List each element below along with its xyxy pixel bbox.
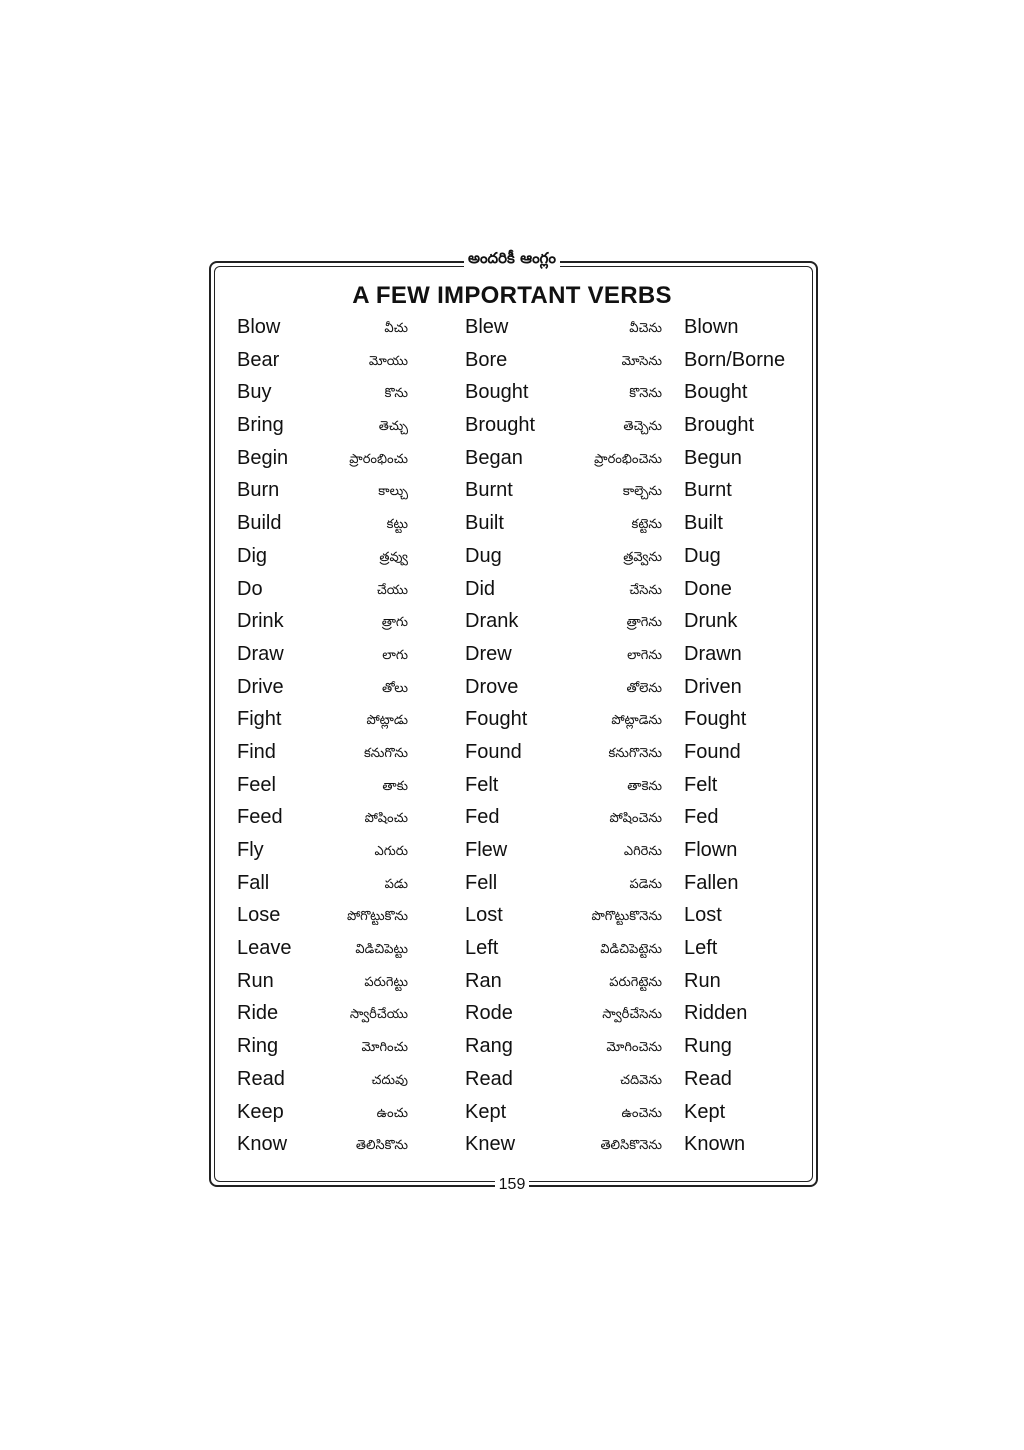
past-participle: Dug bbox=[684, 544, 721, 567]
verb-row bbox=[0, 868, 1024, 901]
past-form-telugu: కొనెను bbox=[629, 386, 662, 402]
past-form: Knew bbox=[465, 1133, 516, 1156]
verb-row bbox=[0, 704, 1024, 737]
base-form-telugu: తెలిసికొను bbox=[355, 1138, 408, 1154]
verb-row bbox=[0, 1129, 1024, 1162]
past-participle: Found bbox=[684, 740, 741, 763]
base-form-telugu: చదువు bbox=[371, 1072, 408, 1088]
base-form-telugu: ఉంచు bbox=[376, 1105, 408, 1121]
verb-row bbox=[0, 900, 1024, 933]
base-form: Blow bbox=[237, 316, 281, 338]
past-participle: Kept bbox=[684, 1100, 726, 1123]
past-form-telugu: స్వారీచేసెను bbox=[602, 1007, 662, 1023]
base-form: Build bbox=[237, 512, 282, 535]
verb-row bbox=[0, 606, 1024, 639]
past-participle: Driven bbox=[684, 675, 742, 698]
page-footer bbox=[0, 1176, 1024, 1194]
past-form: Fell bbox=[465, 871, 498, 894]
base-form: Buy bbox=[237, 381, 272, 404]
past-form-telugu: ఉంచెను bbox=[621, 1105, 662, 1121]
verb-row bbox=[0, 541, 1024, 574]
base-form-telugu: పోగొట్టుకొను bbox=[346, 909, 408, 925]
past-form-telugu: చేసెను bbox=[629, 582, 662, 598]
base-form-telugu: పోట్లాడు bbox=[366, 713, 408, 729]
base-form-telugu: లాగు bbox=[382, 647, 408, 663]
past-form: Dug bbox=[465, 544, 502, 567]
past-form: Bore bbox=[465, 348, 508, 371]
past-participle: Read bbox=[684, 1067, 732, 1090]
base-form: Draw bbox=[237, 642, 284, 665]
base-form: Lose bbox=[237, 904, 281, 927]
past-participle: Left bbox=[684, 937, 718, 960]
past-form: Did bbox=[465, 577, 496, 600]
past-participle: Lost bbox=[684, 904, 722, 927]
verb-row bbox=[0, 737, 1024, 770]
verb-row bbox=[0, 475, 1024, 508]
base-form-telugu: మోయు bbox=[368, 353, 408, 369]
past-form: Bought bbox=[465, 381, 529, 404]
base-form: Know bbox=[237, 1133, 288, 1156]
base-form-telugu: పరుగెట్టు bbox=[364, 974, 408, 990]
past-participle: Done bbox=[684, 577, 732, 600]
base-form-telugu: తెచ్చు bbox=[378, 419, 408, 435]
base-form: Read bbox=[237, 1067, 285, 1090]
past-form: Left bbox=[465, 937, 499, 960]
past-participle: Drunk bbox=[684, 610, 738, 633]
past-participle: Ridden bbox=[684, 1002, 748, 1025]
verb-row bbox=[0, 1064, 1024, 1097]
base-form-telugu: పడు bbox=[384, 876, 408, 892]
past-form: Found bbox=[465, 740, 522, 763]
verb-row bbox=[0, 508, 1024, 541]
past-form: Rode bbox=[465, 1002, 513, 1025]
verb-row bbox=[0, 802, 1024, 835]
past-form: Blew bbox=[465, 316, 509, 338]
verb-row bbox=[0, 835, 1024, 868]
past-form-telugu: తెచ్చెను bbox=[623, 419, 662, 435]
past-form-telugu: తాకెను bbox=[627, 778, 662, 794]
verb-row bbox=[0, 1097, 1024, 1130]
base-form-telugu: వీచు bbox=[384, 321, 408, 336]
verb-row bbox=[0, 410, 1024, 443]
past-form-telugu: కనుగొనెను bbox=[608, 745, 662, 761]
base-form: Fall bbox=[237, 871, 270, 894]
past-form: Lost bbox=[465, 904, 503, 927]
base-form-telugu: కనుగొను bbox=[363, 745, 408, 761]
base-form: Feed bbox=[237, 806, 283, 829]
past-form: Began bbox=[465, 446, 523, 469]
past-form-telugu: కాల్చెను bbox=[622, 484, 662, 500]
past-form-telugu: మోగించెను bbox=[606, 1040, 662, 1056]
base-form: Dig bbox=[237, 544, 268, 567]
book-title: అందరికీ ఆంగ్లం bbox=[464, 249, 560, 267]
past-form: Kept bbox=[465, 1100, 507, 1123]
base-form-telugu: త్రవ్వు bbox=[379, 549, 408, 565]
past-form: Fed bbox=[465, 806, 500, 829]
past-participle: Run bbox=[684, 969, 721, 992]
past-form-telugu: త్రవ్వెను bbox=[623, 549, 662, 565]
verb-row bbox=[0, 574, 1024, 607]
past-form: Flew bbox=[465, 839, 508, 861]
base-form: Find bbox=[237, 740, 276, 763]
page-number: 159 bbox=[495, 1176, 530, 1193]
past-form-telugu: పోషించెను bbox=[609, 811, 662, 827]
base-form-telugu: స్వారీచేయు bbox=[349, 1007, 408, 1023]
base-form-telugu: ఎగురు bbox=[374, 844, 408, 859]
base-form: Drink bbox=[237, 610, 284, 633]
past-participle: Built bbox=[684, 512, 723, 535]
past-form: Ran bbox=[465, 969, 502, 992]
verb-row bbox=[0, 312, 1024, 345]
past-participle: Fallen bbox=[684, 871, 739, 894]
past-participle: Known bbox=[684, 1133, 746, 1156]
past-form: Drew bbox=[465, 642, 512, 665]
base-form: Do bbox=[237, 577, 263, 600]
base-form: Fight bbox=[237, 708, 282, 731]
verb-row bbox=[0, 1031, 1024, 1064]
past-form-telugu: ఎగిరెను bbox=[623, 844, 662, 859]
past-form: Brought bbox=[465, 414, 536, 437]
past-form: Built bbox=[465, 512, 504, 535]
verb-row bbox=[0, 770, 1024, 803]
base-form: Burn bbox=[237, 479, 280, 502]
base-form: Begin bbox=[237, 446, 289, 469]
base-form: Fly bbox=[237, 839, 264, 861]
past-form-telugu: ప్రారంభించెను bbox=[594, 451, 662, 467]
past-form: Rang bbox=[465, 1035, 513, 1058]
base-form-telugu: కొను bbox=[384, 386, 408, 402]
past-form: Fought bbox=[465, 708, 528, 731]
past-form: Felt bbox=[465, 773, 499, 796]
base-form: Run bbox=[237, 969, 274, 992]
base-form: Bring bbox=[237, 414, 284, 437]
past-form-telugu: వీచెను bbox=[629, 321, 662, 336]
verb-row bbox=[0, 933, 1024, 966]
base-form-telugu: కాల్చు bbox=[378, 484, 408, 500]
verb-row bbox=[0, 966, 1024, 999]
base-form: Bear bbox=[237, 348, 280, 371]
past-participle: Brought bbox=[684, 414, 755, 437]
page-title: A FEW IMPORTANT VERBS bbox=[352, 282, 672, 309]
past-form-telugu: విడిచిపెట్టెను bbox=[600, 942, 662, 958]
past-form-telugu: కట్టెను bbox=[631, 517, 662, 533]
past-participle: Blown bbox=[684, 316, 739, 338]
past-participle: Fought bbox=[684, 708, 747, 731]
base-form-telugu: తోలు bbox=[382, 680, 408, 696]
past-form-telugu: మోసెను bbox=[621, 353, 662, 369]
past-form-telugu: త్రాగెను bbox=[626, 615, 662, 631]
base-form: Ring bbox=[237, 1035, 279, 1058]
base-form-telugu: చేయు bbox=[376, 582, 408, 598]
base-form: Keep bbox=[237, 1100, 284, 1123]
verb-row bbox=[0, 639, 1024, 672]
base-form-telugu: పోషించు bbox=[364, 811, 408, 827]
verb-row bbox=[0, 672, 1024, 705]
past-form-telugu: పడెను bbox=[629, 876, 662, 892]
past-form-telugu: చదివెను bbox=[620, 1072, 662, 1088]
past-form-telugu: తోలెను bbox=[626, 680, 662, 696]
past-form: Read bbox=[465, 1067, 513, 1090]
past-participle: Burnt bbox=[684, 479, 732, 502]
past-form-telugu: పొగొట్టుకొనెను bbox=[591, 909, 662, 925]
verb-row bbox=[0, 998, 1024, 1031]
past-form-telugu: పోట్లాడెను bbox=[611, 713, 662, 729]
past-participle: Born/Borne bbox=[684, 348, 786, 371]
past-participle: Begun bbox=[684, 446, 742, 469]
base-form-telugu: త్రాగు bbox=[381, 615, 408, 631]
verb-table bbox=[0, 312, 1024, 1162]
past-participle: Felt bbox=[684, 773, 718, 796]
base-form: Leave bbox=[237, 937, 292, 960]
past-form-telugu: పరుగెట్టెను bbox=[609, 974, 662, 990]
past-participle: Rung bbox=[684, 1035, 732, 1058]
past-participle: Bought bbox=[684, 381, 748, 404]
past-form-telugu: తెలిసికొనెను bbox=[600, 1138, 662, 1154]
base-form-telugu: తాకు bbox=[382, 778, 408, 794]
past-participle: Fed bbox=[684, 806, 719, 829]
base-form-telugu: ప్రారంభించు bbox=[349, 451, 408, 467]
verb-row bbox=[0, 345, 1024, 378]
base-form-telugu: కట్టు bbox=[386, 517, 408, 533]
past-form: Drank bbox=[465, 610, 519, 633]
past-participle: Drawn bbox=[684, 642, 742, 665]
base-form-telugu: విడిచిపెట్టు bbox=[355, 942, 408, 958]
past-form: Burnt bbox=[465, 479, 513, 502]
base-form: Drive bbox=[237, 675, 284, 698]
past-form: Drove bbox=[465, 675, 519, 698]
base-form-telugu: మోగించు bbox=[361, 1040, 408, 1056]
base-form: Ride bbox=[237, 1002, 279, 1025]
running-header bbox=[0, 249, 1024, 271]
base-form: Feel bbox=[237, 773, 276, 796]
past-form-telugu: లాగెను bbox=[627, 647, 662, 663]
verb-row bbox=[0, 443, 1024, 476]
past-participle: Flown bbox=[684, 839, 738, 861]
verb-row bbox=[0, 377, 1024, 410]
